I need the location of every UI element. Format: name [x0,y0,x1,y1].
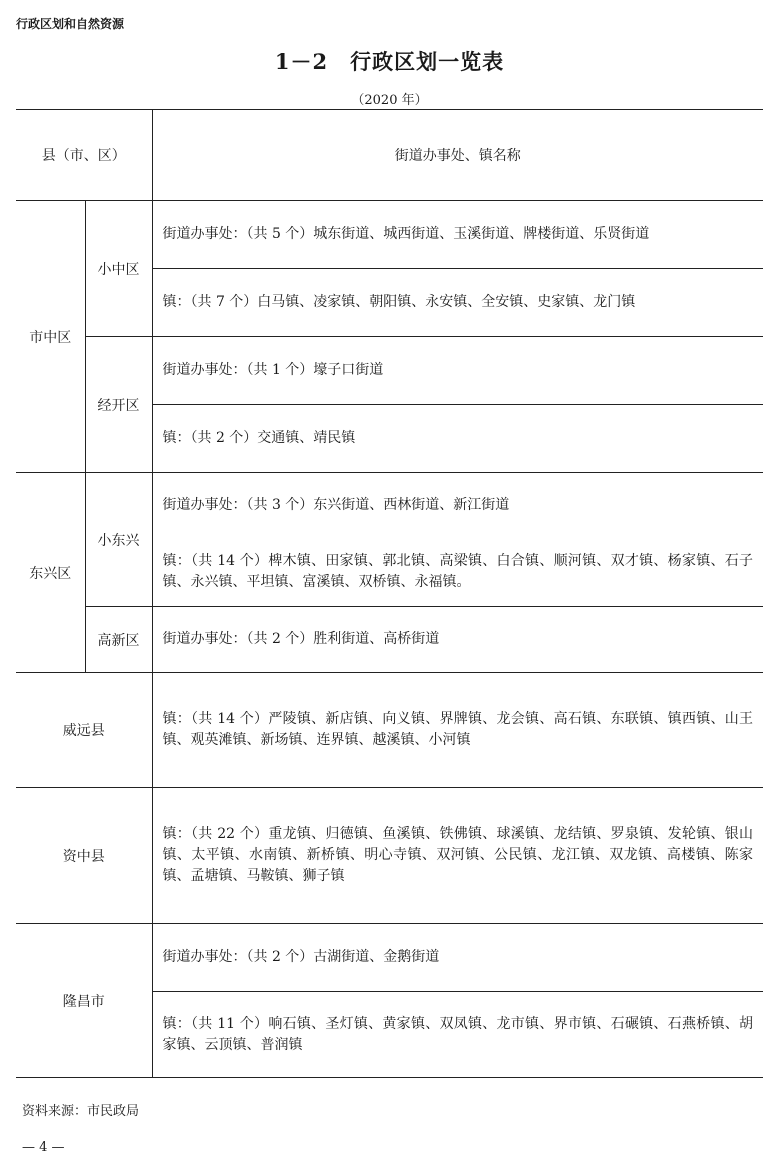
detail-cell: 街道办事处：（共 2 个）古湖街道、金鹅街道 [152,924,763,992]
county-cell: 威远县 [16,673,152,788]
detail-cell: 街道办事处：（共 1 个）壕子口街道 [152,337,763,405]
table-row [16,337,763,405]
district-cell: 小中区 [85,201,152,337]
table-header-row [16,110,763,201]
data-source-note: 资料来源：市民政局 [22,1104,140,1119]
detail-cell: 镇：（共 22 个）重龙镇、归德镇、鱼溪镇、铁佛镇、球溪镇、龙结镇、罗泉镇、发轮镇、银山镇、太平镇、水南镇、新桥镇、明心寺镇、双河镇、公民镇、龙江镇、双龙镇、高楼镇、陈家镇、孟塘镇、马鞍镇、狮子镇 [152,788,763,924]
district-cell: 小东兴 [85,473,152,607]
table-row [16,924,763,992]
county-cell: 隆昌市 [16,924,152,1078]
table-row [16,201,763,269]
detail-cell: 镇：（共 7 个）白马镇、凌家镇、朝阳镇、永安镇、全安镇、史家镇、龙门镇 [152,269,763,337]
table-number: 1－2 [274,49,329,74]
page-number: — 4 — [22,1140,65,1155]
header-county: 县（市、区） [16,110,152,201]
district-cell: 高新区 [85,607,152,673]
district-cell: 经开区 [85,337,152,473]
running-header: 行政区划和自然资源 [16,17,125,31]
table-title-text: 行政区划一览表 [350,49,505,74]
county-cell: 市中区 [16,201,85,473]
table-row [16,607,763,673]
county-cell: 资中县 [16,788,152,924]
table-row [16,473,763,539]
header-detail: 街道办事处、镇名称 [152,110,763,201]
table-title [0,46,779,76]
county-cell: 东兴区 [16,473,85,673]
district-table [16,109,763,1078]
detail-cell: 街道办事处：（共 2 个）胜利街道、高桥街道 [152,607,763,673]
detail-cell: 镇：（共 2 个）交通镇、靖民镇 [152,405,763,473]
detail-cell: 街道办事处：（共 3 个）东兴街道、西林街道、新江街道 [162,497,510,514]
table-row [16,673,763,788]
detail-cell: 街道办事处：（共 5 个）城东街道、城西街道、玉溪街道、牌楼街道、乐贤街道 [152,201,763,269]
detail-cell: 镇：（共 11 个）响石镇、圣灯镇、黄家镇、双凤镇、龙市镇、界市镇、石碾镇、石燕桥镇、胡家镇、云顶镇、普润镇 [152,992,763,1078]
table-row [16,788,763,924]
table-year: （2020 年） [351,93,428,108]
detail-cell: 镇：（共 14 个）椑木镇、田家镇、郭北镇、高梁镇、白合镇、顺河镇、双才镇、杨家镇、石子镇、永兴镇、平坦镇、富溪镇、双桥镇、永福镇。 [152,539,763,607]
detail-cell: 镇：（共 14 个）严陵镇、新店镇、向义镇、界牌镇、龙会镇、高石镇、东联镇、镇西镇、山王镇、观英滩镇、新场镇、连界镇、越溪镇、小河镇 [152,673,763,788]
